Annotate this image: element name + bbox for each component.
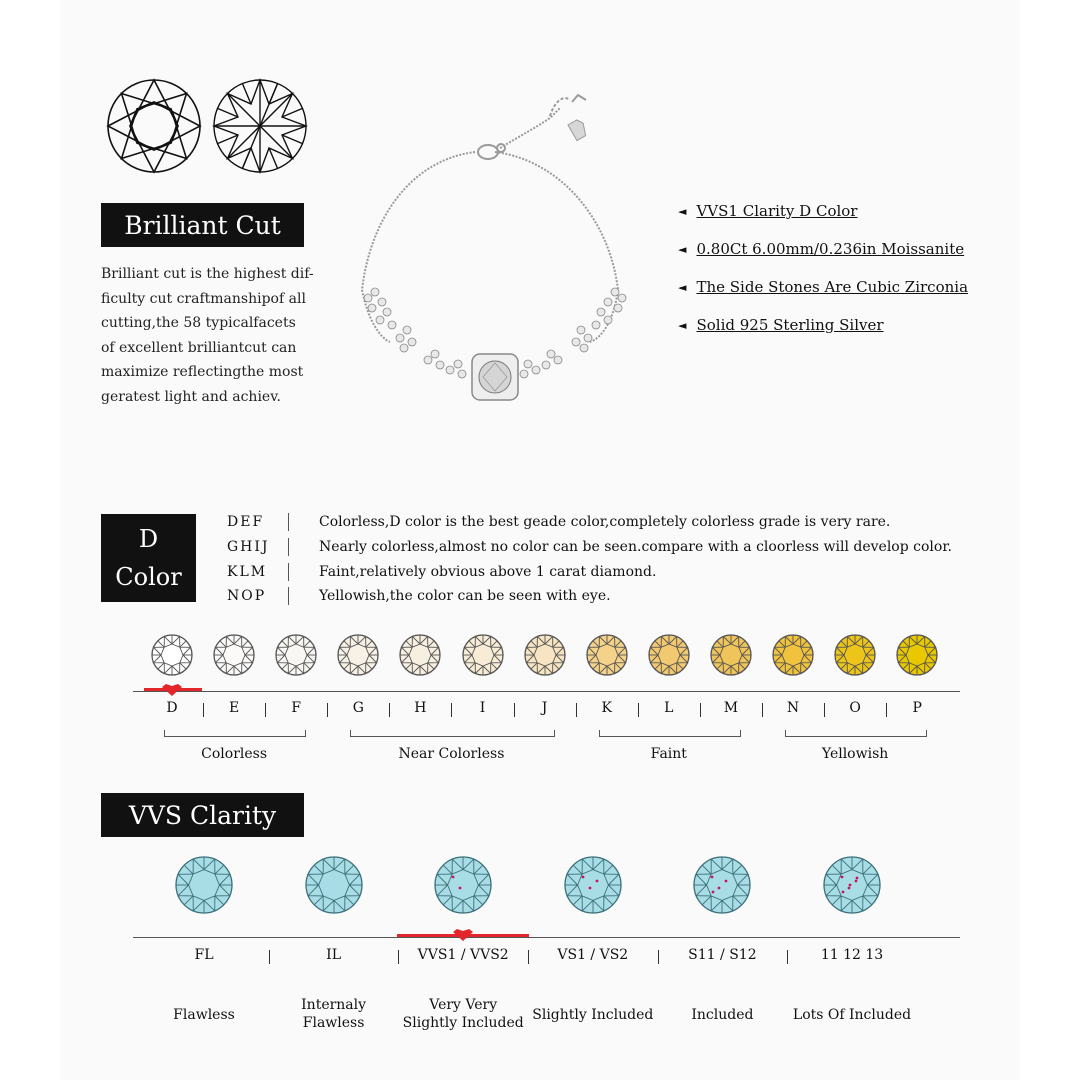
color-grade-row [227, 584, 611, 608]
clarity-code: 11 12 13 [820, 947, 884, 963]
color-gem-icon [585, 633, 629, 677]
letter-separator [824, 703, 825, 717]
clarity-label [173, 1006, 235, 1024]
clarity-label [793, 1006, 911, 1024]
letter-separator [638, 703, 639, 717]
clarity-label-line1: Lots Of Included [792, 1007, 912, 1023]
color-gem-icon [771, 633, 815, 677]
color-gem-icon [461, 633, 505, 677]
brilliant-line: geratest light and achiev. [101, 388, 281, 405]
color-grade-letter: D [166, 700, 178, 716]
color-gem-icon [150, 633, 194, 677]
left-triangle-icon: ◄ [678, 318, 687, 332]
clarity-code: FL [194, 947, 214, 963]
clarity-code: VVS1 / VVS2 [417, 947, 509, 963]
clarity-label-line1: Internaly [301, 997, 367, 1013]
grade-divider [288, 587, 289, 605]
color-grade-letter: H [414, 700, 427, 716]
letter-separator [886, 703, 887, 717]
color-gem-icon [709, 633, 753, 677]
left-triangle-icon: ◄ [678, 242, 687, 256]
clarity-label [532, 1006, 653, 1024]
brilliant-line: of excellent brilliantcut can [101, 339, 297, 356]
clarity-separator [787, 950, 788, 964]
clarity-gem-icon [822, 855, 882, 915]
clarity-gem-icon [304, 855, 364, 915]
left-triangle-icon: ◄ [678, 280, 687, 294]
grade-description: Yellowish,the color can be seen with eye. [319, 588, 611, 604]
color-grade-letter: L [664, 700, 674, 716]
feature-text: VVS1 Clarity D Color [696, 202, 858, 220]
clarity-label-line2: Flawless [302, 1015, 365, 1031]
group-bracket [599, 730, 741, 737]
color-grade-letter: I [479, 700, 486, 716]
letter-separator [514, 703, 515, 717]
color-scale-axis [133, 691, 960, 692]
color-group-label: Near Colorless [398, 746, 505, 762]
clarity-separator [528, 950, 529, 964]
feature-item [678, 278, 968, 296]
clarity-code: S11 / S12 [688, 947, 757, 963]
color-group-label: Faint [650, 746, 687, 762]
grade-divider [288, 513, 289, 531]
clarity-separator [398, 950, 399, 964]
brilliant-line: Brilliant cut is the highest dif- [101, 266, 314, 282]
group-bracket [164, 730, 306, 737]
group-bracket [785, 730, 927, 737]
grade-divider [288, 563, 289, 581]
grade-description: Faint,relatively obvious above 1 carat diamond. [319, 564, 657, 580]
letter-separator [389, 703, 390, 717]
color-gem-icon [523, 633, 567, 677]
color-grade-letter: J [541, 700, 548, 716]
grade-divider [288, 538, 289, 556]
grade-letters: GHIJ [227, 539, 270, 555]
color-gem-icon [833, 633, 877, 677]
brilliant-cut-description [101, 262, 321, 410]
color-title-line1: D [138, 525, 159, 553]
feature-item [678, 316, 884, 334]
left-triangle-icon: ◄ [678, 204, 687, 218]
brilliant-line: cutting,the 58 typicalfacets [101, 315, 296, 332]
color-group-label: Yellowish [821, 746, 889, 762]
color-grade-letter: P [912, 700, 922, 716]
feature-text: Solid 925 Sterling Silver [696, 316, 884, 334]
letter-separator [265, 703, 266, 717]
color-gem-icon [336, 633, 380, 677]
clarity-title: VVS Clarity [101, 793, 304, 837]
clarity-gem-icon [692, 855, 752, 915]
color-grade-letter: F [291, 700, 302, 716]
clarity-gem-icon [433, 855, 493, 915]
grade-description: Colorless,D color is the best geade color,completely colorless grade is very rare. [319, 514, 891, 530]
clarity-label [691, 1006, 753, 1024]
color-grade-row [227, 560, 656, 584]
clarity-separator [269, 950, 270, 964]
clarity-label-line1: Very Very [429, 997, 498, 1013]
group-bracket [350, 730, 554, 737]
letter-separator [576, 703, 577, 717]
diamond-pavilion-facet-icon [212, 78, 308, 174]
letter-separator [762, 703, 763, 717]
letter-separator [451, 703, 452, 717]
bracelet-image [350, 80, 650, 420]
color-grade-letter: O [849, 700, 861, 716]
color-title-line2: Color [115, 563, 182, 591]
clarity-separator [658, 950, 659, 964]
clarity-code: IL [326, 947, 342, 963]
color-grade-row [227, 510, 890, 534]
brilliant-cut-title: Brilliant Cut [101, 203, 304, 247]
heart-marker-icon [162, 684, 182, 696]
grade-letters: NOP [227, 588, 267, 604]
clarity-code: VS1 / VS2 [557, 947, 629, 963]
letter-separator [327, 703, 328, 717]
color-group-label: Colorless [201, 746, 268, 762]
brilliant-line: ficulty cut craftmanshipof all [101, 290, 306, 307]
clarity-label-line2: Slightly Included [402, 1015, 524, 1031]
clarity-label [301, 996, 366, 1032]
clarity-label-line1: Slightly Included [532, 1007, 654, 1023]
feature-item [678, 202, 857, 220]
color-gem-icon [895, 633, 939, 677]
color-grade-letter: M [723, 700, 739, 716]
color-title-box [101, 514, 196, 602]
feature-text: The Side Stones Are Cubic Zirconia [696, 278, 969, 296]
clarity-scale-axis [133, 937, 960, 938]
color-grade-row [227, 535, 952, 559]
color-grade-letter: N [786, 700, 800, 716]
clarity-gem-icon [174, 855, 234, 915]
grade-description: Nearly colorless,almost no color can be seen.compare with a cloorless will develop color. [319, 539, 952, 555]
brilliant-line: maximize reflectingthe most [101, 364, 304, 381]
color-grade-letter: K [601, 700, 612, 716]
diamond-top-facet-icon [106, 78, 202, 174]
color-grade-letter: G [352, 700, 364, 716]
feature-text: 0.80Ct 6.00mm/0.236in Moissanite [696, 240, 965, 258]
clarity-label-line1: Flawless [173, 1007, 235, 1023]
color-gem-icon [398, 633, 442, 677]
grade-letters: DEF [227, 514, 265, 530]
color-grade-letter: E [228, 700, 240, 716]
grade-letters: KLM [227, 564, 268, 580]
clarity-label [403, 996, 524, 1032]
color-gem-icon [274, 633, 318, 677]
heart-marker-icon [453, 929, 473, 941]
clarity-gem-icon [563, 855, 623, 915]
color-gem-icon [212, 633, 256, 677]
color-gem-icon [647, 633, 691, 677]
clarity-label-line1: Included [691, 1007, 754, 1023]
letter-separator [203, 703, 204, 717]
feature-item [678, 240, 964, 258]
letter-separator [700, 703, 701, 717]
